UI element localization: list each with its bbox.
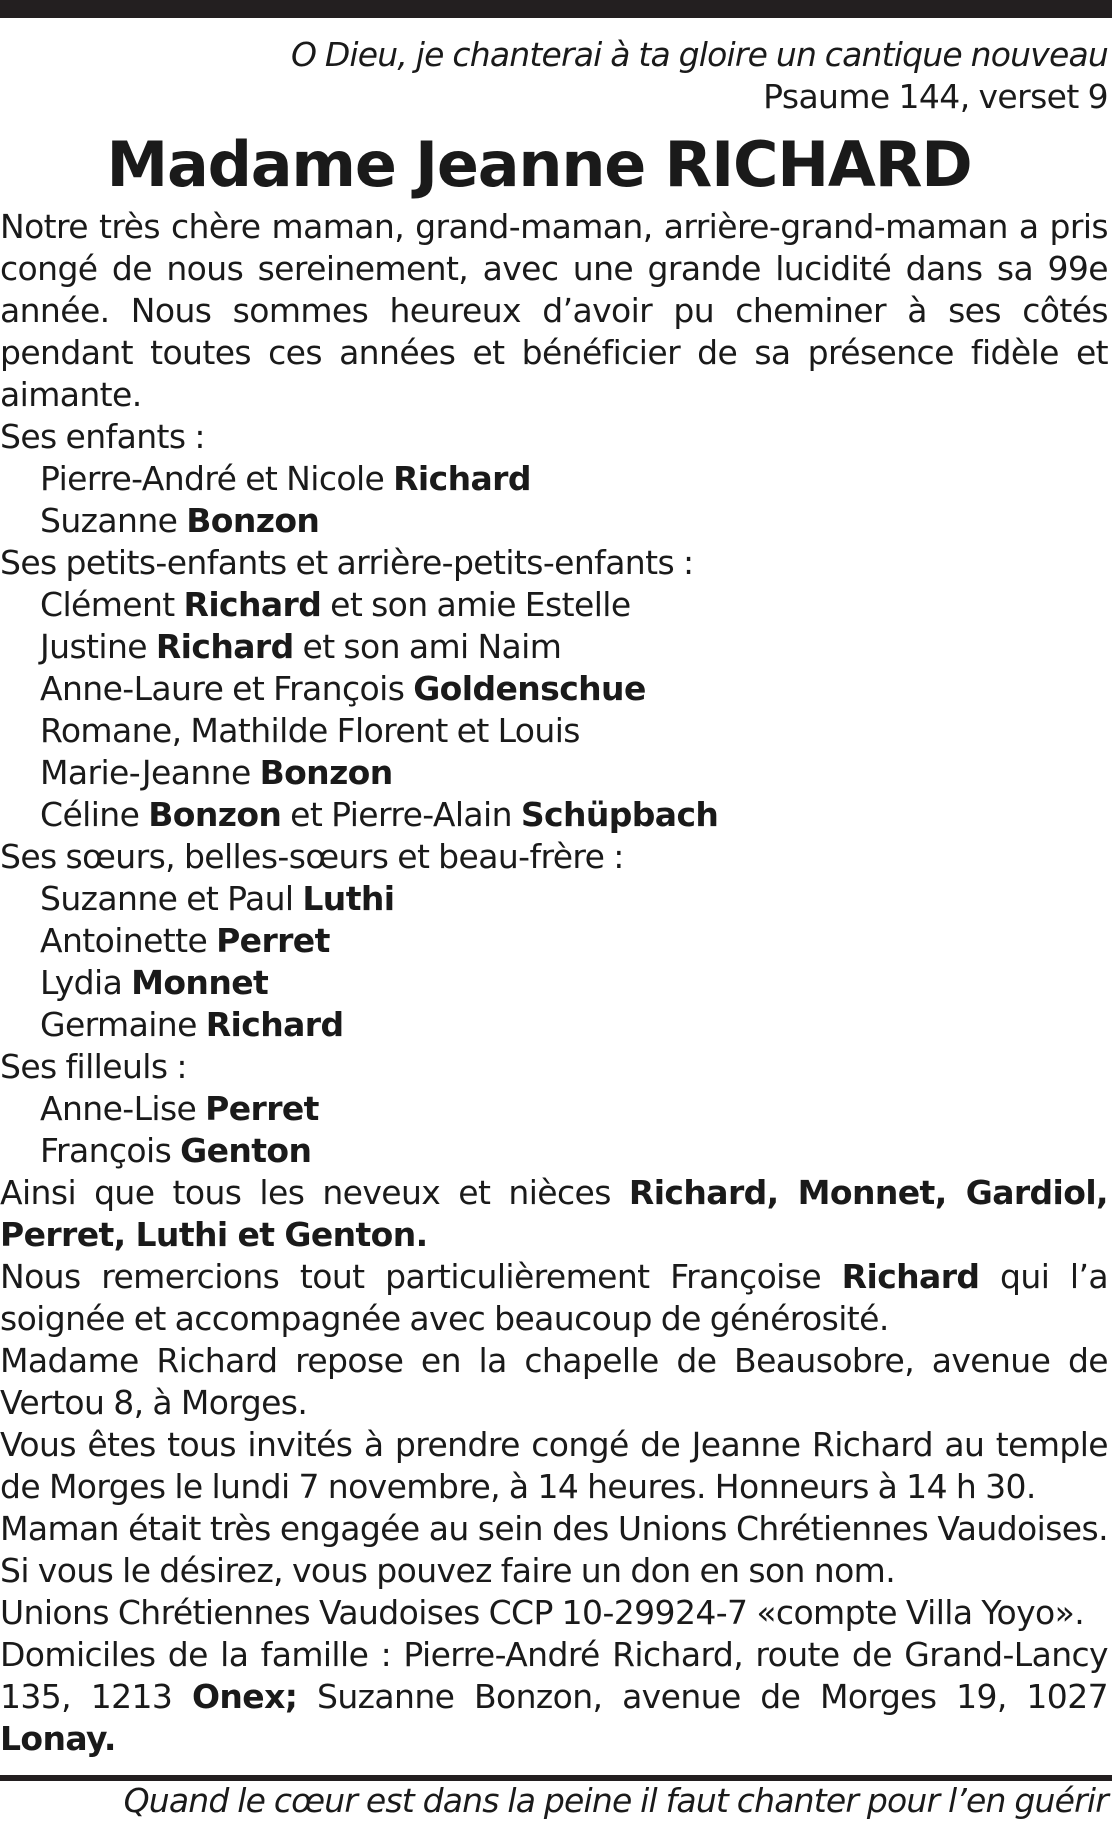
neveux-paragraph: Ainsi que tous les neveux et nièces Richard, Monnet, Gardiol, Perret, Luthi et Genton. [0, 1173, 1108, 1254]
domiciles-paragraph: Domiciles de la famille : Pierre-André Richard, route de Grand-Lancy 135, 1213 Onex; Suzanne Bonzon, avenue de Morges 19, 1027 Lonay. [0, 1635, 1108, 1758]
obituary-notice [0, 34, 1108, 1822]
family-member: Suzanne Bonzon [40, 501, 320, 540]
family-member: Pierre-André et Nicole Richard [40, 459, 531, 498]
petits-enfants-heading: Ses petits-enfants et arrière-petits-enfants : [0, 543, 694, 582]
epigraph-quote: O Dieu, je chanterai à ta gloire un cantique nouveau [290, 35, 1108, 74]
family-member: Lydia Monnet [40, 963, 269, 1002]
don-line: Unions Chrétiennes Vaudoises CCP 10-29924-7 «compte Villa Yoyo». [0, 1593, 1085, 1632]
family-member: François Genton [40, 1131, 312, 1170]
family-member: Clément Richard et son amie Estelle [40, 585, 631, 624]
family-member: Germaine Richard [40, 1005, 344, 1044]
epigraph-reference: Psaume 144, verset 9 [763, 77, 1108, 116]
enfants-heading: Ses enfants : [0, 417, 205, 456]
family-member: Antoinette Perret [40, 921, 330, 960]
engagement-paragraph: Maman était très engagée au sein des Unions Chrétiennes Vaudoises. Si vous le désirez, vous pouvez faire un don en son nom. [0, 1509, 1108, 1590]
ceremonie-paragraph: Vous êtes tous invités à prendre congé de Jeanne Richard au temple de Morges le lundi 7 novembre, à 14 heures. Honneurs à 14 h 30. [0, 1425, 1108, 1506]
closing-quote: Quand le cœur est dans la peine il faut chanter pour l’en guérir [123, 1781, 1108, 1820]
family-member: Céline Bonzon et Pierre-Alain Schüpbach [40, 795, 719, 834]
family-member: Suzanne et Paul Luthi [40, 879, 395, 918]
family-member: Anne-Laure et François Goldenschue [40, 669, 646, 708]
family-member: Anne-Lise Perret [40, 1089, 319, 1128]
filleuls-heading: Ses filleuls : [0, 1047, 187, 1086]
soeurs-heading: Ses sœurs, belles-sœurs et beau-frère : [0, 837, 624, 876]
repose-paragraph: Madame Richard repose en la chapelle de Beausobre, avenue de Vertou 8, à Morges. [0, 1341, 1108, 1422]
family-member: Romane, Mathilde Florent et Louis [40, 711, 580, 750]
intro-paragraph: Notre très chère maman, grand-maman, arrière-grand-maman a pris congé de nous sereinement, avec une grande lucidité dans sa 99e année. Nous sommes heureux d’avoir pu cheminer à ses côtés pendant toutes ces années et bénéficier de sa présence fidèle et aimante. [0, 207, 1108, 414]
top-rule [0, 0, 1112, 18]
family-member: Justine Richard et son ami Naim [40, 627, 562, 666]
family-member: Marie-Jeanne Bonzon [40, 753, 393, 792]
bottom-rule [0, 1775, 1112, 1781]
deceased-name: Madame Jeanne RICHARD [106, 128, 972, 201]
remerciements-paragraph: Nous remercions tout particulièrement Françoise Richard qui l’a soignée et accompagnée avec beaucoup de générosité. [0, 1257, 1109, 1338]
